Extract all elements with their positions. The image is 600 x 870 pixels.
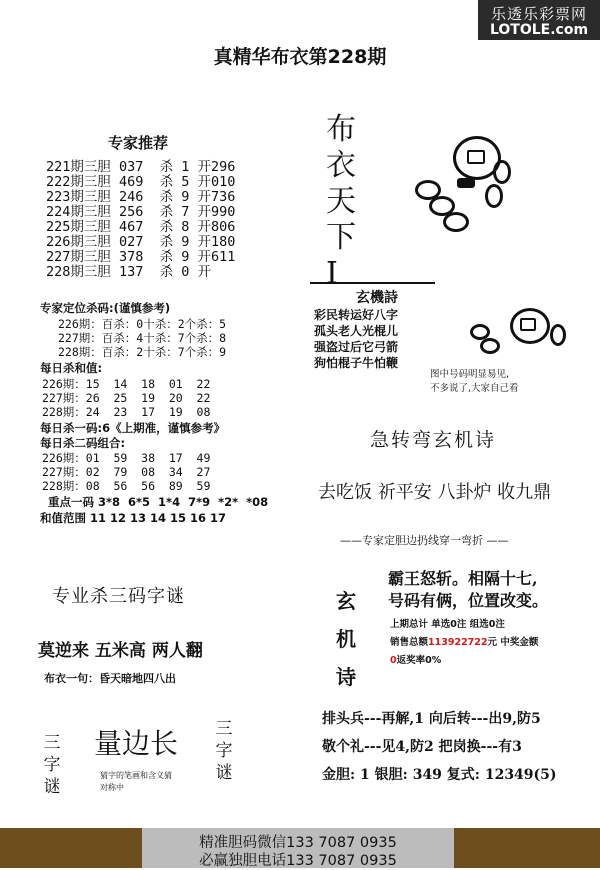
riddle-small-hint [100, 770, 172, 794]
recommend-row: 221期三胆 037 杀 1 开296 [46, 159, 236, 175]
kill-row: 228期：百杀：2十杀：7个杀：9 [58, 345, 227, 359]
stat-line [390, 652, 441, 666]
sales-total: 113922722 [428, 637, 488, 648]
xuanji-line: 霸王怒斩。相隔十七, [388, 569, 538, 588]
recommend-row: 224期三胆 256 杀 7 开990 [46, 204, 236, 220]
sum-range: 和值范围 11 12 13 14 15 16 17 [40, 511, 227, 525]
riddle-small-line: 猜字的笔画和含义猜 [100, 771, 172, 780]
tip-line: 金胆: 1 银胆: 349 复式: 12349(5) [322, 767, 557, 783]
recommend-row: 226期三胆 027 杀 9 开180 [46, 234, 236, 250]
two-code-header: 每日杀二码组合: [40, 436, 126, 450]
footer-contact-box [142, 828, 454, 868]
riddle-answer: 莫逆来 五米高 两人翻 [38, 641, 203, 661]
xuanji-side-title: 玄机诗 [336, 589, 356, 689]
daily-sum-row: 226期：15 14 18 01 22 [42, 377, 211, 391]
riddle-hint-line: 布衣一句：昏天暗地四八出 [44, 672, 176, 685]
expert-banner: ——专家定胆边扔线穿一弯折 —— [340, 534, 509, 547]
stat-tail: 元 中奖金额 [487, 637, 539, 648]
recommend-title: 专家推荐 [108, 134, 169, 152]
kill-header: 专家定位杀码:(谨慎参考) [40, 301, 171, 315]
page-title: 真精华布衣第228期 [213, 46, 387, 68]
two-code-row: 226期：01 59 38 17 49 [42, 451, 211, 465]
poem-line: 彩民转运好八字 [314, 308, 399, 322]
key-code: 重点一码 3*8 6*5 1*4 7*9 *2* *08 [48, 495, 269, 509]
poem-title: 玄機詩 [356, 290, 398, 306]
footer-wechat: 精准胆码微信133 7087 0935 [199, 835, 397, 851]
prize-amount: 0 [390, 655, 397, 666]
stat-tail: 返奖率0% [396, 655, 442, 666]
chain-coin-picture [405, 130, 555, 240]
recommend-row: 223期三胆 246 杀 9 开736 [46, 189, 236, 205]
recommend-row: 225期三胆 467 杀 8 开806 [46, 219, 236, 235]
one-code: 每日杀一码:6《上期准，谨慎参考》 [40, 421, 226, 435]
footer-bar [0, 828, 600, 868]
recommend-row: 228期三胆 137 杀 0 开 [46, 264, 212, 280]
riddle-big-text: 量边长 [94, 727, 179, 760]
daily-sum-header: 每日杀和值: [40, 361, 103, 375]
daily-sum-row: 227期：26 25 19 20 22 [42, 391, 211, 405]
daily-sum-row: 228期：24 23 17 19 08 [42, 405, 211, 419]
poem-note-line: 图中号码明显易见, [430, 369, 510, 380]
buyi-title: 布衣天下I [326, 112, 356, 291]
riddle-title: 专业杀三码字谜 [52, 586, 185, 607]
sanzi-label-left: 三字谜 [43, 733, 61, 797]
poem-line: 狗怕棍子牛怕鞭 [314, 356, 399, 370]
riddle-poem-line: 去吃饭 祈平安 八卦炉 收九鼎 [318, 482, 552, 503]
stat-label: 销售总额 [390, 637, 429, 648]
poem-note-line: 不多说了,大家自己看 [430, 383, 519, 394]
poem-line: 孤头老人光棍儿 [314, 324, 399, 338]
two-code-row: 227期：02 79 08 34 27 [42, 465, 211, 479]
poem-note [430, 368, 519, 396]
two-code-row: 228期：08 56 56 89 59 [42, 479, 211, 493]
poem-line: 强盗过后它弓箭 [314, 340, 399, 354]
site-watermark [478, 0, 600, 40]
site-domain: LOTOLE.com [489, 22, 589, 38]
chain-ring-picture [462, 298, 572, 368]
stat-line: 上期总计 单选0注 组选0注 [390, 619, 505, 630]
riddle-small-line: 对称中 [100, 783, 124, 792]
recommend-row: 227期三胆 378 杀 9 开611 [46, 249, 236, 265]
sanzi-label-right: 三字谜 [215, 719, 233, 783]
site-name: 乐透乐彩票网 [490, 5, 587, 23]
footer-phone: 必赢独胆电话133 7087 0935 [199, 853, 397, 869]
riddle-poem-title: 急转弯玄机诗 [370, 429, 497, 451]
tip-line: 敬个礼---见4,防2 把岗换---有3 [322, 739, 522, 755]
stat-line [390, 634, 538, 648]
tip-line: 排头兵---再解,1 向后转---出9,防5 [322, 711, 541, 727]
recommend-row: 222期三胆 469 杀 5 开010 [46, 174, 236, 190]
kill-row: 226期：百杀：0十杀：2个杀：5 [58, 317, 227, 331]
xuanji-line: 号码有俩，位置改变。 [388, 591, 549, 610]
kill-row: 227期：百杀：4十杀：7个杀：8 [58, 331, 227, 345]
